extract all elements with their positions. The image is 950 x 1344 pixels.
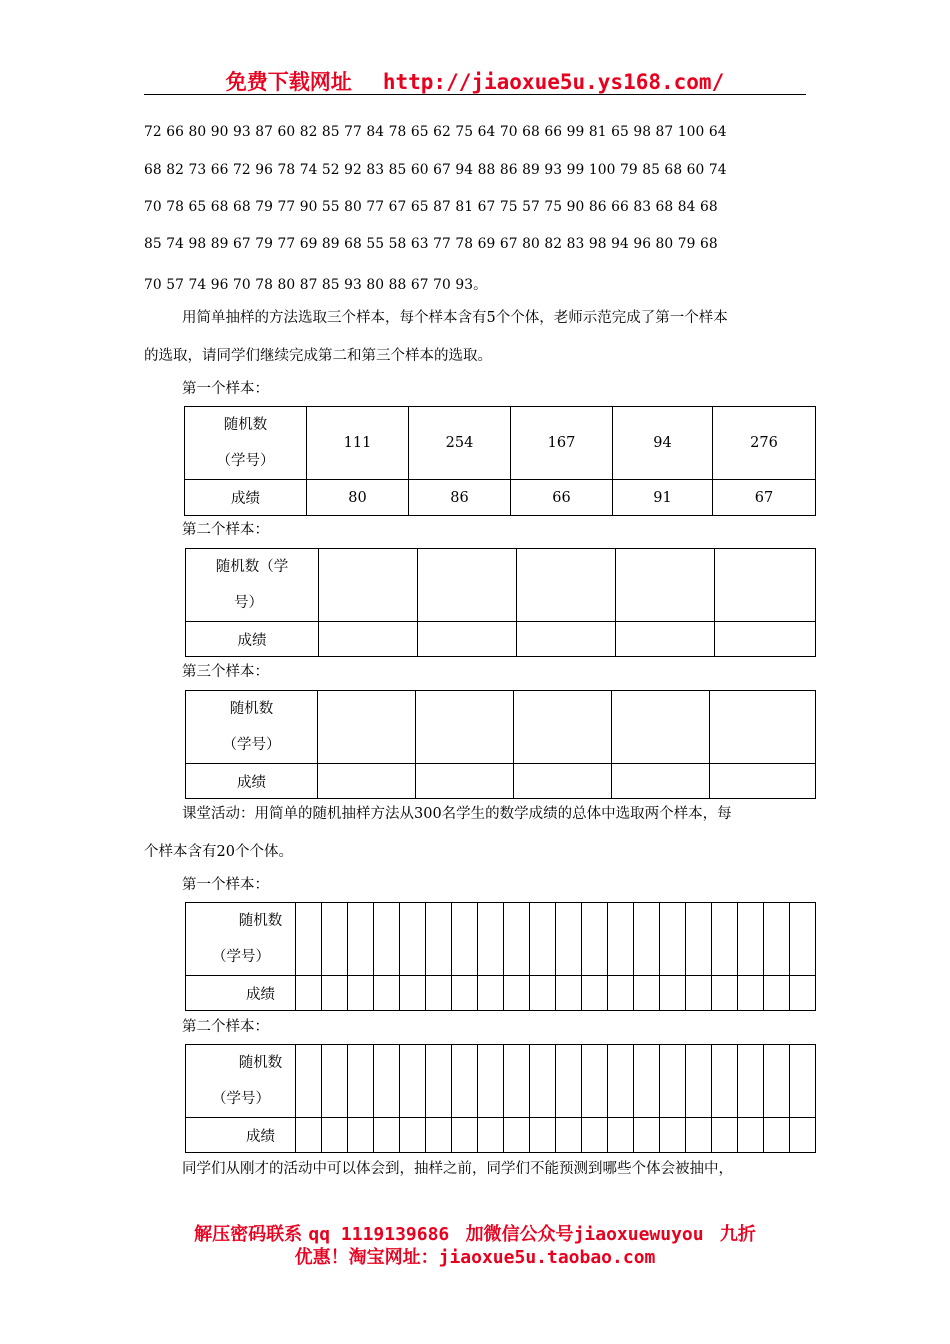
score-label: 成绩 xyxy=(185,480,307,516)
big-table-1 xyxy=(185,902,816,1011)
label-line: （学号） xyxy=(212,949,270,965)
label-line: 随机数 xyxy=(238,913,283,929)
number-cell[interactable] xyxy=(738,903,764,976)
score-cell[interactable] xyxy=(426,976,452,1011)
intro-line: 用简单抽样的方法选取三个样本，每个样本含有5个个体，老师示范完成了第一个样本 xyxy=(182,310,728,326)
score-cell[interactable] xyxy=(556,1118,582,1153)
number-cell[interactable] xyxy=(608,903,634,976)
number-cell[interactable] xyxy=(416,691,514,764)
header-url-link[interactable]: http://jiaoxue5u.ys168.com/ xyxy=(382,70,725,94)
number-cell[interactable] xyxy=(296,1045,322,1118)
score-cell: 91 xyxy=(613,480,713,516)
footer-text: 加微信公众号 xyxy=(465,1224,574,1245)
sample-table-3 xyxy=(185,690,816,799)
score-cell[interactable] xyxy=(296,976,322,1011)
score-cell[interactable] xyxy=(348,1118,374,1153)
score-cell: 66 xyxy=(511,480,613,516)
number-cell[interactable] xyxy=(318,691,416,764)
score-cell[interactable] xyxy=(738,976,764,1011)
score-cell[interactable] xyxy=(712,976,738,1011)
number-cell: 254 xyxy=(409,407,511,480)
closing-line: 同学们从刚才的活动中可以体会到，抽样之前，同学们不能预测到哪些个体会被抽中， xyxy=(182,1161,733,1177)
score-label: 成绩 xyxy=(186,764,318,799)
score-cell[interactable] xyxy=(530,976,556,1011)
number-cell[interactable] xyxy=(790,1045,816,1118)
header-divider xyxy=(144,94,806,95)
score-cell[interactable] xyxy=(400,1118,426,1153)
score-cell[interactable] xyxy=(582,1118,608,1153)
big-row-numbers xyxy=(186,903,816,976)
number-cell[interactable] xyxy=(452,1045,478,1118)
score-cell[interactable] xyxy=(514,764,612,799)
score-cell[interactable] xyxy=(478,1118,504,1153)
number-cell[interactable] xyxy=(296,903,322,976)
number-cell[interactable] xyxy=(514,691,612,764)
score-cell[interactable] xyxy=(296,1118,322,1153)
score-cell[interactable] xyxy=(504,1118,530,1153)
label-line: 随机数 xyxy=(229,701,274,717)
score-cell[interactable] xyxy=(416,764,514,799)
number-cell: 167 xyxy=(511,407,613,480)
label-line: 随机数（学 xyxy=(215,559,289,575)
number-cell[interactable] xyxy=(319,549,418,622)
score-cell[interactable] xyxy=(374,1118,400,1153)
score-cell[interactable] xyxy=(764,976,790,1011)
sample-caption: 第二个样本： xyxy=(182,1019,269,1035)
random-number-label xyxy=(186,549,319,622)
score-cell[interactable] xyxy=(686,976,712,1011)
number-cell[interactable] xyxy=(686,1045,712,1118)
score-cell[interactable] xyxy=(478,976,504,1011)
score-cell[interactable] xyxy=(582,976,608,1011)
score-cell: 86 xyxy=(409,480,511,516)
number-cell[interactable] xyxy=(348,903,374,976)
score-cell[interactable] xyxy=(660,1118,686,1153)
number-cell[interactable] xyxy=(712,1045,738,1118)
number-cell[interactable] xyxy=(374,903,400,976)
number-cell[interactable] xyxy=(478,1045,504,1118)
score-label: 成绩 xyxy=(186,622,319,657)
number-cell[interactable] xyxy=(686,903,712,976)
footer-text: 九折 xyxy=(719,1224,756,1245)
score-cell[interactable] xyxy=(710,764,816,799)
number-cell[interactable] xyxy=(322,1045,348,1118)
score-cell[interactable] xyxy=(608,1118,634,1153)
number-cell[interactable] xyxy=(616,549,715,622)
number-cell[interactable] xyxy=(715,549,816,622)
data-line: 70 78 65 68 68 79 77 90 55 80 77 67 65 87 81 67 75 57 75 90 86 66 83 68 84 68 xyxy=(144,199,718,215)
footer-qq: qq 1119139686 xyxy=(308,1224,450,1245)
label-line: （学号） xyxy=(212,1091,270,1107)
random-number-label xyxy=(186,903,296,976)
number-cell[interactable] xyxy=(660,1045,686,1118)
score-cell: 80 xyxy=(307,480,409,516)
sample-caption: 第一个样本： xyxy=(182,877,269,893)
number-cell[interactable] xyxy=(504,903,530,976)
number-cell[interactable] xyxy=(790,903,816,976)
score-label: 成绩 xyxy=(186,1118,296,1153)
random-number-label xyxy=(186,691,318,764)
number-cell: 94 xyxy=(613,407,713,480)
number-cell[interactable] xyxy=(452,903,478,976)
score-cell[interactable] xyxy=(374,976,400,1011)
number-cell[interactable] xyxy=(556,903,582,976)
intro-line: 的选取，请同学们继续完成第二和第三个样本的选取。 xyxy=(144,348,492,364)
footer-line-2 xyxy=(0,1243,950,1269)
data-line: 72 66 80 90 93 87 60 82 85 77 84 78 65 62 75 64 70 68 66 99 81 65 98 87 100 64 xyxy=(144,124,727,140)
big-row-numbers xyxy=(186,1045,816,1118)
label-line: 随机数 xyxy=(223,417,268,433)
number-cell[interactable] xyxy=(348,1045,374,1118)
footer-taobao-link[interactable]: jiaoxue5u.taobao.com xyxy=(438,1247,656,1268)
number-cell: 276 xyxy=(713,407,816,480)
number-cell[interactable] xyxy=(478,903,504,976)
number-cell[interactable] xyxy=(556,1045,582,1118)
score-cell[interactable] xyxy=(738,1118,764,1153)
number-cell[interactable] xyxy=(764,903,790,976)
score-cell[interactable] xyxy=(715,622,816,657)
footer-text: 解压密码联系 xyxy=(194,1224,303,1245)
score-cell[interactable] xyxy=(608,976,634,1011)
footer-wechat: jiaoxuewuyou xyxy=(573,1224,704,1245)
score-cell[interactable] xyxy=(634,1118,660,1153)
number-cell[interactable] xyxy=(530,903,556,976)
number-cell[interactable] xyxy=(738,1045,764,1118)
label-line: （学号） xyxy=(216,453,275,469)
number-cell[interactable] xyxy=(612,691,710,764)
footer-text: 优惠！淘宝网址： xyxy=(294,1247,439,1268)
label-line: 号） xyxy=(234,595,263,611)
data-line: 85 74 98 89 67 79 77 69 89 68 55 58 63 77 78 69 67 80 82 83 98 94 96 80 79 68 xyxy=(144,236,718,252)
number-cell[interactable] xyxy=(608,1045,634,1118)
score-cell[interactable] xyxy=(348,976,374,1011)
number-cell: 111 xyxy=(307,407,409,480)
number-cell[interactable] xyxy=(634,903,660,976)
big-row-scores xyxy=(186,1118,816,1153)
score-cell[interactable] xyxy=(612,764,710,799)
number-cell[interactable] xyxy=(582,903,608,976)
number-cell[interactable] xyxy=(517,549,616,622)
number-cell[interactable] xyxy=(426,1045,452,1118)
sample-table-1 xyxy=(184,406,816,516)
score-cell[interactable] xyxy=(322,976,348,1011)
score-label: 成绩 xyxy=(186,976,296,1011)
number-cell[interactable] xyxy=(400,903,426,976)
sample-caption: 第三个样本： xyxy=(182,664,269,680)
score-cell[interactable] xyxy=(426,1118,452,1153)
number-cell[interactable] xyxy=(426,903,452,976)
score-cell[interactable] xyxy=(504,976,530,1011)
score-cell: 67 xyxy=(713,480,816,516)
number-cell[interactable] xyxy=(530,1045,556,1118)
header-title: 免费下载网址 xyxy=(225,70,352,94)
data-line: 70 57 74 96 70 78 80 87 85 93 80 88 67 70 93。 xyxy=(144,277,488,293)
score-cell[interactable] xyxy=(712,1118,738,1153)
score-cell[interactable] xyxy=(318,764,416,799)
score-cell[interactable] xyxy=(634,976,660,1011)
score-cell[interactable] xyxy=(418,622,517,657)
number-cell[interactable] xyxy=(322,903,348,976)
random-number-label xyxy=(186,1045,296,1118)
score-cell[interactable] xyxy=(530,1118,556,1153)
number-cell[interactable] xyxy=(660,903,686,976)
score-cell[interactable] xyxy=(517,622,616,657)
big-table-2 xyxy=(185,1044,816,1153)
number-cell[interactable] xyxy=(634,1045,660,1118)
data-line: 68 82 73 66 72 96 78 74 52 92 83 85 60 67 94 88 86 89 93 99 100 79 85 68 60 74 xyxy=(144,162,727,178)
label-line: 随机数 xyxy=(238,1055,283,1071)
page-header xyxy=(0,66,950,96)
score-cell[interactable] xyxy=(556,976,582,1011)
score-cell[interactable] xyxy=(452,976,478,1011)
number-cell[interactable] xyxy=(418,549,517,622)
activity-line: 课堂活动：用简单的随机抽样方法从300名学生的数学成绩的总体中选取两个样本，每 xyxy=(182,806,732,822)
score-cell[interactable] xyxy=(764,1118,790,1153)
number-cell[interactable] xyxy=(764,1045,790,1118)
sample-caption: 第二个样本： xyxy=(182,522,269,538)
score-cell[interactable] xyxy=(319,622,418,657)
activity-line: 个样本含有20个个体。 xyxy=(144,844,293,860)
sample-table-2 xyxy=(185,548,816,657)
score-cell[interactable] xyxy=(322,1118,348,1153)
number-cell[interactable] xyxy=(582,1045,608,1118)
number-cell[interactable] xyxy=(374,1045,400,1118)
sample-caption: 第一个样本： xyxy=(182,381,269,397)
score-cell[interactable] xyxy=(686,1118,712,1153)
number-cell[interactable] xyxy=(504,1045,530,1118)
random-number-label xyxy=(185,407,307,480)
number-cell[interactable] xyxy=(712,903,738,976)
score-cell[interactable] xyxy=(790,1118,816,1153)
score-cell[interactable] xyxy=(400,976,426,1011)
big-row-scores xyxy=(186,976,816,1011)
score-cell[interactable] xyxy=(790,976,816,1011)
number-cell[interactable] xyxy=(710,691,816,764)
number-cell[interactable] xyxy=(400,1045,426,1118)
score-cell[interactable] xyxy=(452,1118,478,1153)
label-line: （学号） xyxy=(222,737,281,753)
score-cell[interactable] xyxy=(616,622,715,657)
score-cell[interactable] xyxy=(660,976,686,1011)
